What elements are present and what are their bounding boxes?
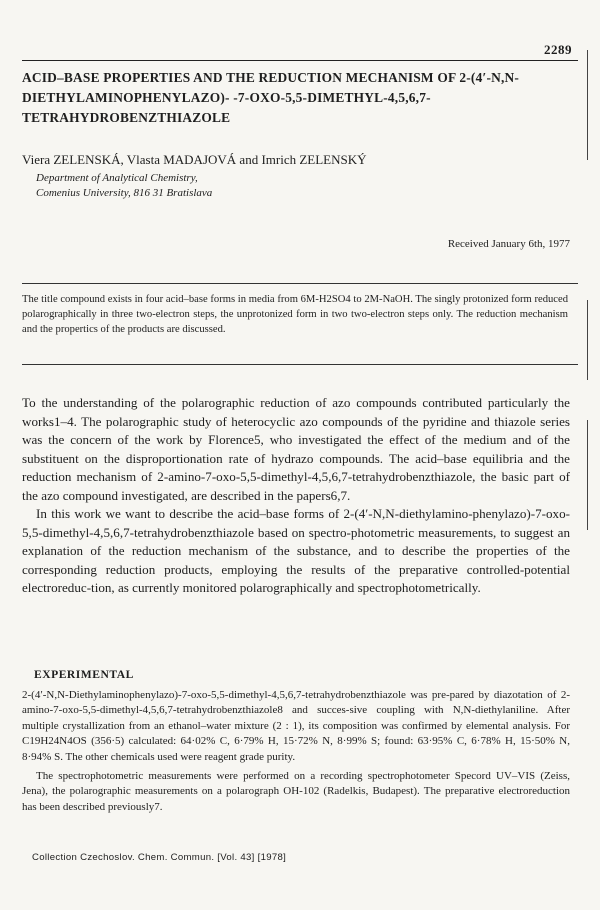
experimental-section	[22, 688, 570, 815]
journal-footer: Collection Czechoslov. Chem. Commun. [Vol. 43] [1978]	[32, 852, 287, 863]
page-number: 2289	[544, 42, 572, 57]
margin-mark	[587, 50, 588, 160]
experimental-paragraph-1: 2-(4′-N,N-Diethylaminophenylazo)-7-oxo-5,5-dimethyl-4,5,6,7-tetrahydrobenzthiazole was pre-pared by diazotation of 2-amino-7-oxo-5,5-dimethyl-4,5,6,7-tetrahydrobenzthiazole8 and succes-sive coupling with N,N-diethylaniline. After multiple crystallization from an ethanol–water mixture (2 : 1), its composition was confirmed by elemental analysis. For C19H24N4OS (356·5) calculated: 64·02% C, 6·79% H, 15·72% N, 8·99% S; found: 63·95% C, 6·78% H, 15·50% N, 8·94% S. The other chemicals used were reagent grade purity.	[22, 689, 570, 763]
affiliation	[36, 171, 436, 201]
abstract: The title compound exists in four acid–base forms in media from 6M-H2SO4 to 2M-NaOH. The singly protonized form reduced polarographically in three two-electron steps, the unprotonized form in two two-electron steps only. The reduction mechanism and the propertics of the products are discussed.	[22, 294, 568, 335]
affiliation-department: Department of Analytical Chemistry,	[36, 172, 198, 184]
abstract-rule-bottom	[22, 364, 578, 365]
header-rule	[22, 60, 578, 61]
received-date: Received January 6th, 1977	[447, 238, 570, 250]
abstract-rule-top	[22, 283, 578, 284]
intro-paragraph-2: In this work we want to describe the acid–base forms of 2-(4′-N,N-diethylamino-phenylazo)-7-oxo-5,5-dimethyl-4,5,6,7-tetrahydrobenzthiazole based on spectro-photometric measurements, to suggest an explanation of the reduction mechanism of the substance, and to describe the properties of the corresponding reduction products, employing the results of the preparative controlled-potential electroreduc-tion, as currently monitored polarographically and spectrophotometrically.	[22, 506, 570, 595]
margin-mark	[587, 300, 588, 380]
intro-paragraph-1: To the understanding of the polarographic reduction of azo compounds contributed particularly the works1–4. The polarographic study of heterocyclic azo compounds of the pyridine and thiazole series was the concern of the work by Florence5, who investigated the effect of the medium and of the substituent on the disproportionation rate of hydrazo compounds. The acid–base equilibria and the reduction mechanism of 2-amino-7-oxo-5,5-dimethyl-4,5,6,7-tetrahydrobenzthiazole, the basic part of the azo compound investigated, are described in the papers6,7.	[22, 395, 570, 503]
experimental-paragraph-2: The spectrophotometric measurements were performed on a recording spectrophotometer Specord UV–VIS (Zeiss, Jena), the polarographic measurements on a polarograph OH-102 (Radelkis, Budapest). The preparative electroreduction has been described previously7.	[22, 770, 570, 813]
introduction	[22, 394, 570, 598]
authors: Viera ZELENSKÁ, Vlasta MADAJOVÁ and Imrich ZELENSKÝ	[22, 152, 367, 167]
margin-mark	[587, 420, 588, 530]
article-title: ACID–BASE PROPERTIES AND THE REDUCTION MECHANISM OF 2-(4′-N,N-DIETHYLAMINOPHENYLAZO)- -7-OXO-5,5-DIMETHYL-4,5,6,7-TETRAHYDROBENZTHIAZOLE	[22, 70, 520, 125]
affiliation-university: Comenius University, 816 31 Bratislava	[36, 187, 213, 199]
experimental-heading: EXPERIMENTAL	[34, 668, 134, 681]
